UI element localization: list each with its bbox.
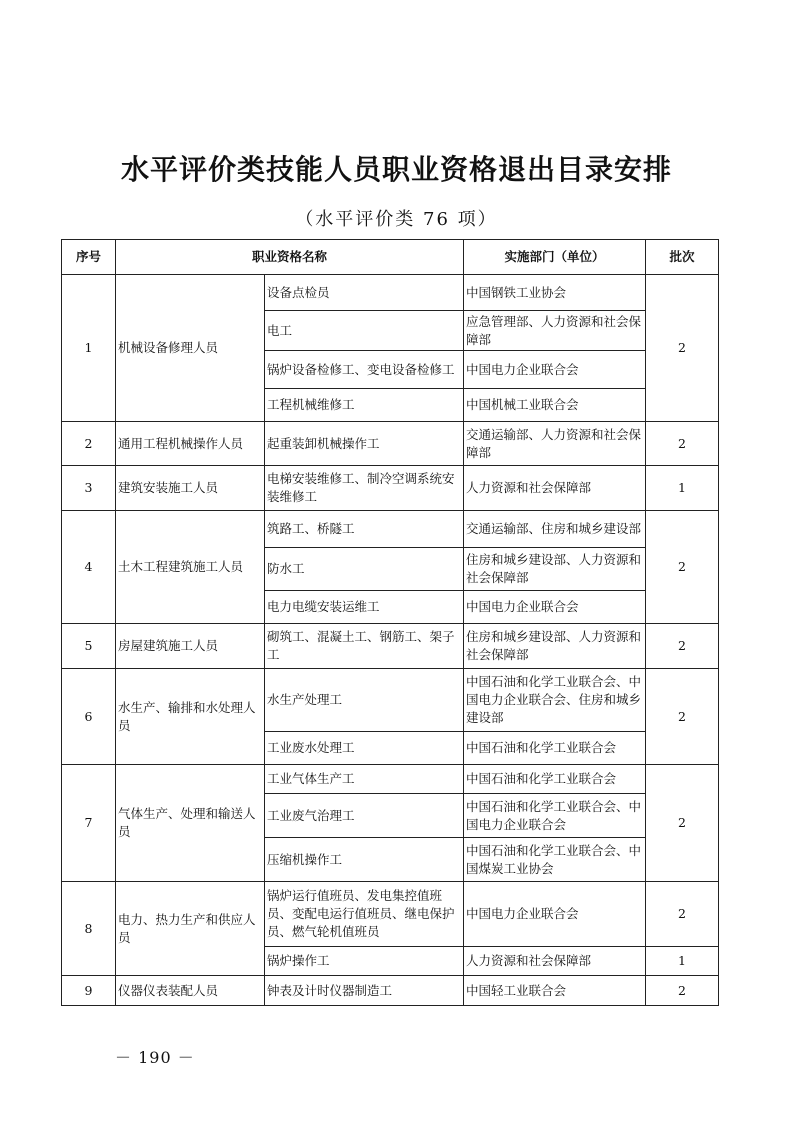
row-qualification: 工业废气治理工 [265, 794, 464, 838]
row-category: 电力、热力生产和供应人员 [116, 882, 265, 976]
row-qualification: 工业废水处理工 [265, 732, 464, 765]
table-row [62, 976, 719, 1006]
row-seq: 1 [62, 275, 116, 422]
row-category: 仪器仪表装配人员 [116, 976, 265, 1006]
header-name: 职业资格名称 [116, 240, 464, 275]
table-header-row [62, 240, 719, 275]
row-seq: 8 [62, 882, 116, 976]
row-qualification: 钟表及计时仪器制造工 [265, 976, 464, 1006]
row-qualification: 砌筑工、混凝土工、钢筋工、架子工 [265, 624, 464, 669]
row-batch: 2 [646, 882, 719, 947]
table-row [62, 466, 719, 511]
row-dept: 人力资源和社会保障部 [464, 947, 646, 976]
row-dept: 中国石油和化学工业联合会、中国电力企业联合会 [464, 794, 646, 838]
row-seq: 5 [62, 624, 116, 669]
row-qualification: 锅炉操作工 [265, 947, 464, 976]
header-seq: 序号 [62, 240, 116, 275]
row-batch: 2 [646, 624, 719, 669]
table-row [62, 765, 719, 794]
row-seq: 9 [62, 976, 116, 1006]
row-qualification: 锅炉设备检修工、变电设备检修工 [265, 351, 464, 389]
row-dept: 人力资源和社会保障部 [464, 466, 646, 511]
row-seq: 2 [62, 422, 116, 466]
row-dept: 中国钢铁工业协会 [464, 275, 646, 311]
row-qualification: 水生产处理工 [265, 669, 464, 732]
row-dept: 中国电力企业联合会 [464, 351, 646, 389]
row-category: 房屋建筑施工人员 [116, 624, 265, 669]
table-row [62, 275, 719, 311]
table-row [62, 669, 719, 732]
row-dept: 中国石油和化学工业联合会 [464, 765, 646, 794]
row-batch: 1 [646, 466, 719, 511]
row-seq: 3 [62, 466, 116, 511]
row-seq: 6 [62, 669, 116, 765]
qualification-table [61, 239, 719, 1006]
page-number: － 190 － [115, 1048, 195, 1067]
row-dept: 中国石油和化学工业联合会 [464, 732, 646, 765]
row-dept: 应急管理部、人力资源和社会保障部 [464, 311, 646, 351]
row-qualification: 锅炉运行值班员、发电集控值班员、变配电运行值班员、继电保护员、燃气轮机值班员 [265, 882, 464, 947]
row-qualification: 起重装卸机械操作工 [265, 422, 464, 466]
header-batch: 批次 [646, 240, 719, 275]
row-dept: 中国电力企业联合会 [464, 882, 646, 947]
row-qualification: 电梯安装维修工、制冷空调系统安装维修工 [265, 466, 464, 511]
row-category: 气体生产、处理和输送人员 [116, 765, 265, 882]
row-dept: 中国轻工业联合会 [464, 976, 646, 1006]
row-category: 水生产、输排和水处理人员 [116, 669, 265, 765]
row-qualification: 工业气体生产工 [265, 765, 464, 794]
row-batch: 2 [646, 669, 719, 765]
row-batch: 2 [646, 976, 719, 1006]
row-qualification: 电力电缆安装运维工 [265, 591, 464, 624]
row-dept: 中国石油和化学工业联合会、中国电力企业联合会、住房和城乡建设部 [464, 669, 646, 732]
row-batch: 2 [646, 511, 719, 624]
row-dept: 中国电力企业联合会 [464, 591, 646, 624]
row-qualification: 防水工 [265, 548, 464, 591]
row-qualification: 工程机械维修工 [265, 389, 464, 422]
table-row [62, 422, 719, 466]
table-row [62, 511, 719, 548]
row-dept: 住房和城乡建设部、人力资源和社会保障部 [464, 548, 646, 591]
document-title: 水平评价类技能人员职业资格退出目录安排 [120, 153, 672, 186]
row-qualification: 筑路工、桥隧工 [265, 511, 464, 548]
header-dept: 实施部门（单位） [464, 240, 646, 275]
row-seq: 7 [62, 765, 116, 882]
row-qualification: 压缩机操作工 [265, 838, 464, 882]
row-category: 土木工程建筑施工人员 [116, 511, 265, 624]
row-dept: 交通运输部、人力资源和社会保障部 [464, 422, 646, 466]
document-subtitle: （水平评价类 76 项） [295, 209, 498, 230]
row-batch: 1 [646, 947, 719, 976]
row-seq: 4 [62, 511, 116, 624]
row-category: 通用工程机械操作人员 [116, 422, 265, 466]
row-dept: 交通运输部、住房和城乡建设部 [464, 511, 646, 548]
row-dept: 中国机械工业联合会 [464, 389, 646, 422]
table-row [62, 624, 719, 669]
row-dept: 中国石油和化学工业联合会、中国煤炭工业协会 [464, 838, 646, 882]
row-batch: 2 [646, 275, 719, 422]
row-batch: 2 [646, 422, 719, 466]
row-batch: 2 [646, 765, 719, 882]
row-category: 机械设备修理人员 [116, 275, 265, 422]
row-qualification: 电工 [265, 311, 464, 351]
row-category: 建筑安装施工人员 [116, 466, 265, 511]
row-dept: 住房和城乡建设部、人力资源和社会保障部 [464, 624, 646, 669]
table-row [62, 882, 719, 947]
row-qualification: 设备点检员 [265, 275, 464, 311]
